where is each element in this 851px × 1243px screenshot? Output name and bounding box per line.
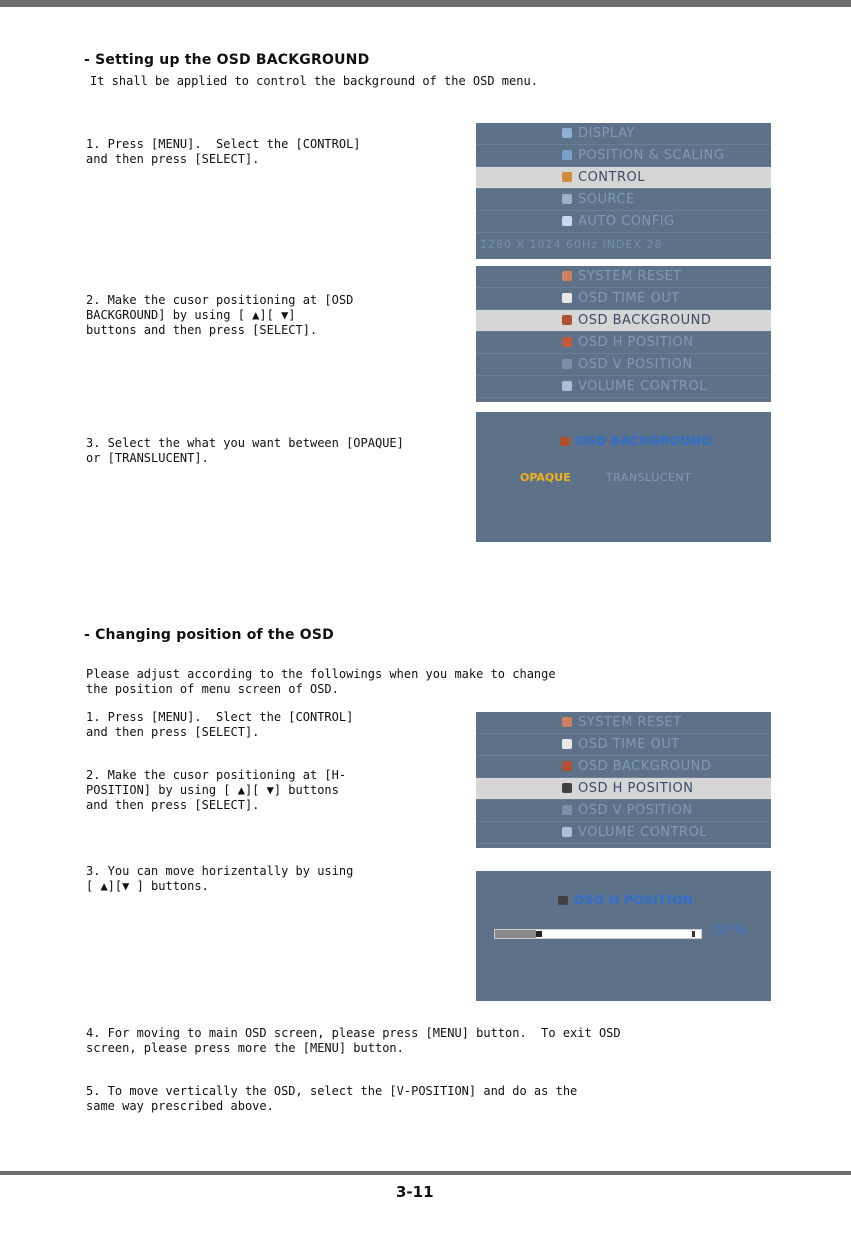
volume-control-icon	[562, 827, 572, 837]
section2-step4: 4. For moving to main OSD screen, please press [MENU] button. To exit OSD screen, please press more the [MENU] button.	[86, 1026, 621, 1055]
osd-menu-item-display	[476, 123, 771, 145]
osd-h-position-icon	[558, 896, 568, 905]
osd-menu-item-osd-v-position	[476, 354, 771, 376]
osd-time-out-icon	[562, 293, 572, 303]
slider-knob	[536, 931, 542, 937]
osd-main-menu-screenshot	[476, 123, 771, 259]
section1-step3: 3. Select the what you want between [OPAQUE] or [TRANSLUCENT].	[86, 436, 404, 465]
position-scaling-icon	[562, 150, 572, 160]
osd-background-icon	[562, 315, 572, 325]
osd-background-icon	[560, 437, 570, 446]
volume-control-icon	[562, 381, 572, 391]
osd-h-position-title: OSD H POSITION	[574, 893, 694, 907]
osd-menu-item-label: VOLUME CONTROL	[578, 379, 708, 394]
opaque-option: OPAQUE	[520, 471, 571, 484]
section1-heading: - Setting up the OSD BACKGROUND	[84, 52, 370, 68]
source-icon	[562, 194, 572, 204]
section2-step1: 1. Press [MENU]. Slect the [CONTROL] and then press [SELECT].	[86, 710, 354, 739]
osd-menu-item-label: OSD H POSITION	[578, 781, 694, 796]
osd-control-menu-hposition-screenshot	[476, 712, 771, 848]
osd-background-screenshot	[476, 412, 771, 542]
h-position-value: 20 %	[712, 923, 747, 937]
osd-menu-item-control	[476, 167, 771, 189]
osd-menu-item-volume-control	[476, 376, 771, 398]
osd-menu-item-label: AUTO CONFIG	[578, 214, 675, 229]
section1-step1: 1. Press [MENU]. Select the [CONTROL] and then press [SELECT].	[86, 137, 361, 166]
section2-step2: 2. Make the cusor positioning at [H- POSITION] by using [ ▲][ ▼] buttons and then press [SELECT].	[86, 768, 347, 812]
control-icon	[562, 172, 572, 182]
osd-menu-item-system-reset	[476, 712, 771, 734]
osd-menu-item-label: SYSTEM RESET	[578, 715, 682, 730]
osd-menu-item-osd-background	[476, 310, 771, 332]
osd-menu-item-osd-background	[476, 756, 771, 778]
osd-status-line	[476, 233, 771, 255]
osd-h-position-icon	[562, 783, 572, 793]
osd-v-position-icon	[562, 359, 572, 369]
section2-step5: 5. To move vertically the OSD, select the [V-POSITION] and do as the same way prescribed above.	[86, 1084, 578, 1113]
osd-h-position-screenshot	[476, 871, 771, 1001]
osd-menu-item-label: OSD H POSITION	[578, 335, 694, 350]
osd-menu-item-osd-v-position	[476, 800, 771, 822]
osd-menu-item-label: OSD TIME OUT	[578, 291, 680, 306]
osd-menu-item-auto-config	[476, 211, 771, 233]
section1-intro: It shall be applied to control the background of the OSD menu.	[90, 74, 538, 88]
section1-step2: 2. Make the cusor positioning at [OSD BACKGROUND] by using [ ▲][ ▼] buttons and then press [SELECT].	[86, 293, 354, 337]
osd-menu-item-label: DISPLAY	[578, 126, 635, 141]
translucent-option: TRANSLUCENT	[606, 471, 692, 484]
osd-menu-item-source	[476, 189, 771, 211]
osd-background-icon	[562, 761, 572, 771]
osd-menu-item-label: OSD V POSITION	[578, 803, 693, 818]
system-reset-icon	[562, 271, 572, 281]
osd-menu-item-label: SYSTEM RESET	[578, 269, 682, 284]
osd-menu-item-label: OSD TIME OUT	[578, 737, 680, 752]
osd-menu-item-label: SOURCE	[578, 192, 635, 207]
system-reset-icon	[562, 717, 572, 727]
section2-step3: 3. You can move horizentally by using [ ▲][▼ ] buttons.	[86, 864, 354, 893]
osd-menu-item-label: VOLUME CONTROL	[578, 825, 708, 840]
osd-time-out-icon	[562, 739, 572, 749]
osd-v-position-icon	[562, 805, 572, 815]
osd-status-text: 1280 X 1024 60Hz INDEX 28	[480, 238, 663, 251]
slider-fill	[495, 930, 536, 938]
h-position-slider	[494, 929, 702, 939]
section2-heading: - Changing position of the OSD	[84, 627, 334, 643]
osd-menu-item-osd-time-out	[476, 288, 771, 310]
osd-control-menu-screenshot	[476, 266, 771, 402]
bottom-rule	[0, 1171, 851, 1175]
osd-menu-item-label: POSITION & SCALING	[578, 148, 725, 163]
osd-menu-item-label: OSD BACKGROUND	[578, 313, 712, 328]
osd-h-position-icon	[562, 337, 572, 347]
osd-background-title: OSD BACKGROUND	[576, 434, 712, 448]
slider-end-marker	[692, 931, 695, 937]
page-number: 3-11	[396, 1183, 434, 1201]
osd-menu-item-system-reset	[476, 266, 771, 288]
auto-config-icon	[562, 216, 572, 226]
display-icon	[562, 128, 572, 138]
osd-menu-item-position-scaling	[476, 145, 771, 167]
osd-menu-item-label: CONTROL	[578, 170, 645, 185]
osd-menu-item-label: OSD BACKGROUND	[578, 759, 712, 774]
osd-menu-item-osd-h-position	[476, 778, 771, 800]
osd-menu-item-label: OSD V POSITION	[578, 357, 693, 372]
osd-menu-item-volume-control	[476, 822, 771, 844]
osd-menu-item-osd-time-out	[476, 734, 771, 756]
section2-intro: Please adjust according to the followings when you make to change the position of menu screen of OSD.	[86, 667, 556, 696]
top-rule	[0, 0, 851, 7]
osd-menu-item-osd-h-position	[476, 332, 771, 354]
